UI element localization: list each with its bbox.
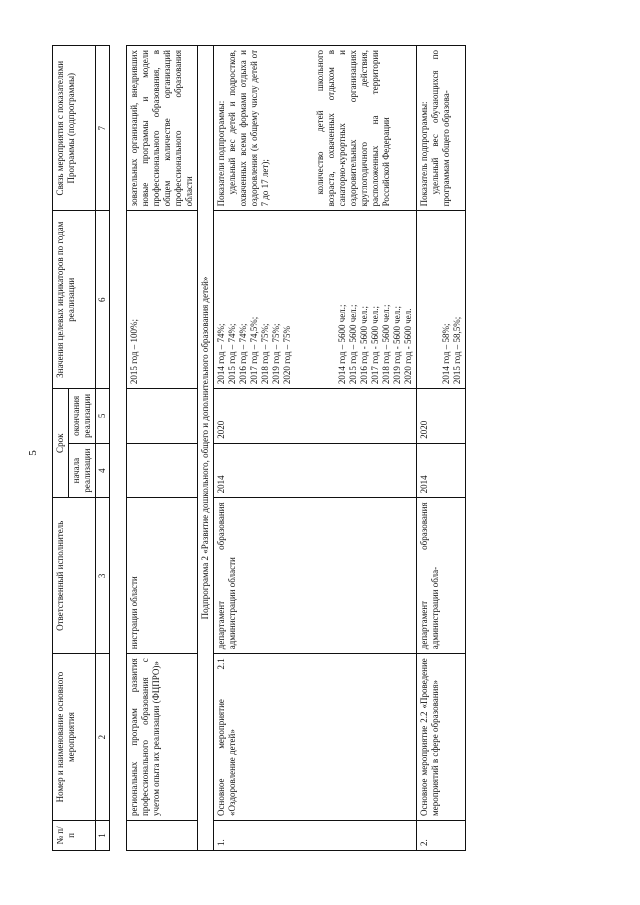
cont-values: 2015 год – 100%; (127, 211, 198, 389)
row-link-a: удельный вес детей и подростков, охваченных всеми формами отдыха и оздоровления (к общему числу детей от 7 до 17 лет); (227, 50, 270, 207)
row-link (417, 46, 466, 211)
row-no: 1. (214, 820, 417, 850)
row-responsible: департамент образования администрации области (214, 498, 417, 654)
row-link-head: Показатель подпрограммы: (419, 101, 429, 207)
row-link-b: количество детей школьного возраста, охваченных отдыхом в санаторно-курортных и оздоровительных организациях круглогодичного действия, расположенных на территории Российской Федерации (315, 50, 391, 207)
header-responsible: Ответственный исполнитель (53, 498, 96, 654)
table-row (214, 46, 417, 851)
header-name: Номер и наименование основного мероприятия (53, 654, 96, 821)
header-values: Значения целевых индикаторов по годам реализации (53, 211, 96, 389)
header-no: № п/п (53, 820, 96, 850)
subprogram-row (198, 46, 214, 851)
table-row (417, 46, 466, 851)
row-link (214, 46, 417, 211)
column-numbers-row (96, 46, 110, 851)
header-end: окончания реализации (69, 389, 96, 444)
row-responsible: департамент образования администрации обла- (417, 498, 466, 654)
page-number: 5 (26, 450, 39, 456)
row-values-b: 2014 год – 5600 чел.; 2015 год – 5600 чел.; 2016 год - 5600 чел.; 2017 год - 5600 чел.; 2018 год – 5600 чел.; 2019 год - 5600 чел.; 2020 год - 5600 чел. (337, 304, 413, 385)
measures-table (52, 45, 466, 851)
rotated-page (52, 45, 507, 851)
row-start: 2014 (417, 443, 466, 498)
row-values-a: 2014 год – 74%; 2015 год – 74%; 2016 год – 74%; 2017 год – 74,5%; 2018 год – 75%; 2019 год – 75%; 2020 год – 75% (216, 316, 292, 385)
cont-responsible: нистрации области (127, 498, 198, 654)
row-link-a: удельный вес обучающихся по программам общего образова- (430, 50, 451, 207)
cont-link: зовательных организаций, внедривших новые программы и модели профессионального образования, в общем количестве организаций профессионального образования области (127, 46, 198, 211)
row-link-head: Показатели подпрограммы: (216, 100, 226, 207)
header-start: начала реализации (69, 443, 96, 498)
column-number: 3 (96, 498, 110, 654)
gap-row (110, 46, 127, 851)
header-link: Связь мероприятия с показателями Программы (подпрограммы) (53, 46, 96, 211)
column-number: 7 (96, 46, 110, 211)
column-number: 4 (96, 443, 110, 498)
column-number: 2 (96, 654, 110, 821)
row-name: Основное мероприятие 2.2 «Проведение мероприятий в сфере образования» (417, 654, 466, 821)
row-end: 2020 (417, 389, 466, 444)
cont-name: региональных программ развития профессионального образования с учетом опыта их реализации (ФЦПРО)» (127, 654, 198, 821)
header-period: Срок (53, 389, 69, 498)
column-number: 6 (96, 211, 110, 389)
row-start: 2014 (214, 443, 417, 498)
continuation-row (127, 46, 198, 851)
row-values-a: 2014 год – 58%; 2015 год – 58,5%; (441, 316, 462, 385)
subprogram-title: Подпрограмма 2 «Развитие дошкольного, общего и дополнительного образования детей» (198, 46, 214, 851)
column-number: 1 (96, 820, 110, 850)
row-name: Основное мероприятие 2.1 «Оздоровление детей» (214, 654, 417, 821)
row-end: 2020 (214, 389, 417, 444)
column-number: 5 (96, 389, 110, 444)
row-values (214, 211, 417, 389)
header-row (53, 46, 69, 851)
row-no: 2. (417, 820, 466, 850)
row-values (417, 211, 466, 389)
